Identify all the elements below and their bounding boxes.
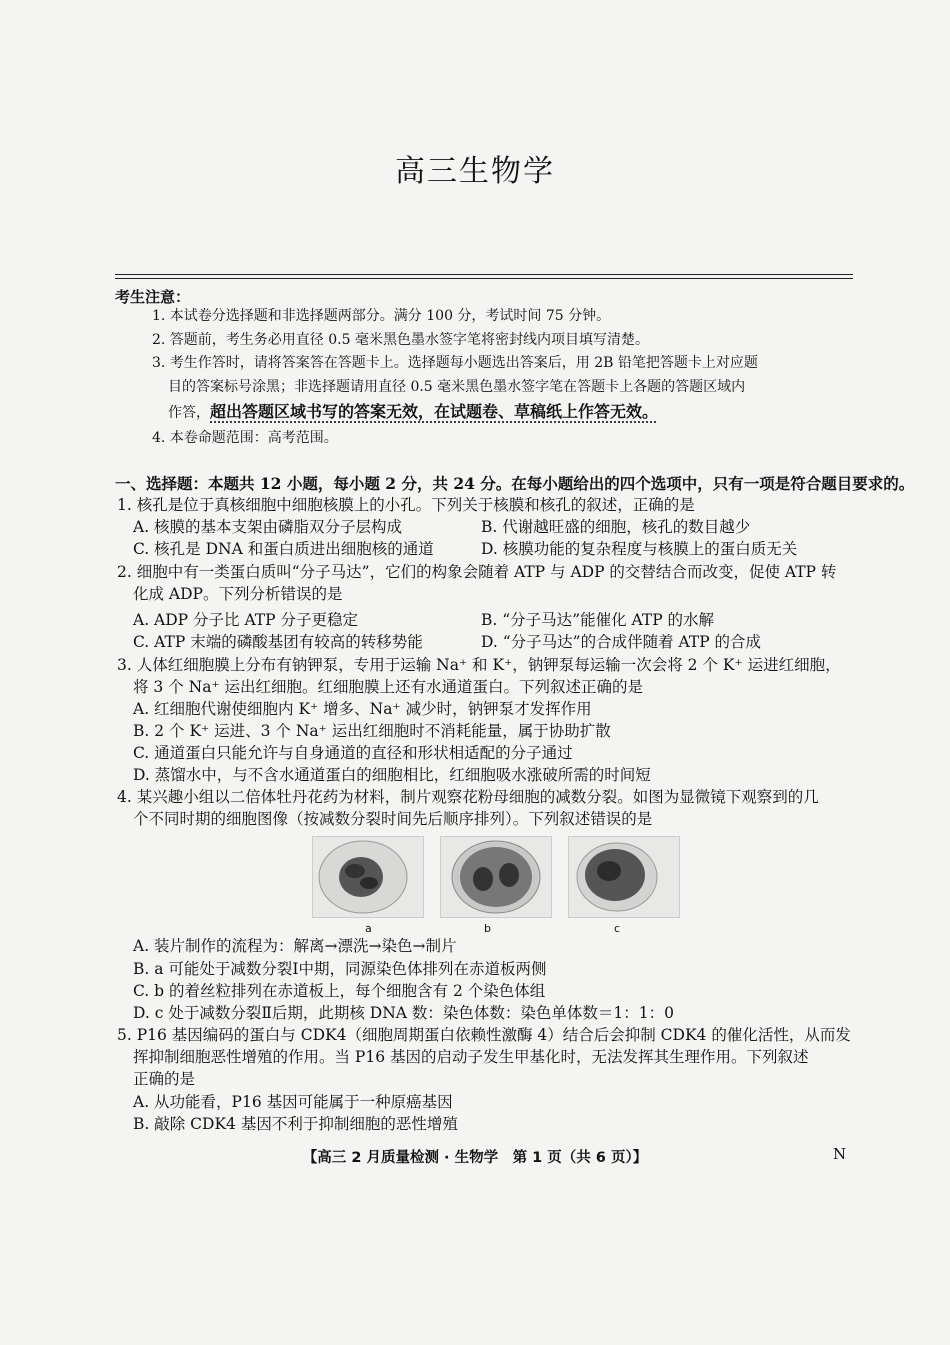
q5-stem-line1: 5. P16 基因编码的蛋白与 CDK4（细胞周期蛋白依赖性激酶 4）结合后会抑制 CDK4 的催化活性，从而发 [117, 1026, 851, 1044]
q2-stem-line2: 化成 ADP。下列分析错误的是 [133, 585, 343, 603]
header-rule-bottom [115, 278, 853, 279]
q1-option-b: B. 代谢越旺盛的细胞，核孔的数目越少 [481, 518, 751, 536]
q2-stem-line1: 2. 细胞中有一类蛋白质叫“分子马达”，它们的构象会随着 ATP 与 ADP 的交替结合而改变，促使 ATP 转 [117, 563, 837, 581]
micrograph-b-caption: b [484, 922, 491, 935]
micrograph-c-drawing [569, 837, 679, 917]
q3-option-c: C. 通道蛋白只能允许与自身通道的直径和形状相适配的分子通过 [133, 744, 573, 762]
page-code: N [833, 1145, 847, 1163]
q5-option-a: A. 从功能看，P16 基因可能属于一种原癌基因 [133, 1093, 453, 1111]
q1-option-d: D. 核膜功能的复杂程度与核膜上的蛋白质无关 [481, 540, 798, 558]
micrograph-a-drawing [313, 837, 423, 917]
notice-item-3-prefix: 作答， [168, 405, 210, 421]
q3-option-d: D. 蒸馏水中，与不含水通道蛋白的细胞相比，红细胞吸水涨破所需的时间短 [133, 766, 651, 784]
q2-option-b: B. “分子马达”能催化 ATP 的水解 [481, 611, 715, 629]
notice-item-3: 3. 考生作答时，请将答案答在答题卡上。选择题每小题选出答案后，用 2B 铅笔把答题卡上对应题 [152, 355, 758, 371]
q4-option-a: A. 装片制作的流程为：解离→漂洗→染色→制片 [133, 937, 457, 955]
q5-stem-line3: 正确的是 [133, 1070, 196, 1088]
micrograph-b-drawing [441, 837, 551, 917]
micrograph-c-caption: c [614, 922, 621, 935]
q3-option-b: B. 2 个 K⁺ 运进、3 个 Na⁺ 运出红细胞时不消耗能量，属于协助扩散 [133, 722, 611, 740]
q1-option-c: C. 核孔是 DNA 和蛋白质进出细胞核的通道 [133, 540, 434, 558]
q1-stem: 1. 核孔是位于真核细胞中细胞核膜上的小孔。下列关于核膜和核孔的叙述，正确的是 [117, 496, 695, 514]
q1-option-a: A. 核膜的基本支架由磷脂双分子层构成 [133, 518, 403, 536]
q3-stem-line2: 将 3 个 Na⁺ 运出红细胞。红细胞膜上还有水通道蛋白。下列叙述正确的是 [133, 678, 644, 696]
micrograph-a-caption: a [365, 922, 372, 935]
q4-stem-line2: 个不同时期的细胞图像（按减数分裂时间先后顺序排列）。下列叙述错误的是 [133, 810, 653, 828]
section-heading: 一、选择题：本题共 12 小题，每小题 2 分，共 24 分。在每小题给出的四个选项中，只有一项是符合题目要求的。 [115, 474, 915, 493]
q3-option-a: A. 红细胞代谢使细胞内 K⁺ 增多、Na⁺ 减少时，钠钾泵才发挥作用 [133, 700, 592, 718]
page-title: 高三生物学 [395, 154, 555, 189]
q4-option-c: C. b 的着丝粒排列在赤道板上，每个细胞含有 2 个染色体组 [133, 982, 546, 1000]
q4-option-b: B. a 可能处于减数分裂Ⅰ中期，同源染色体排列在赤道板两侧 [133, 960, 547, 978]
notice-item-2: 2. 答题前，考生务必用直径 0.5 毫米黑色墨水签字笔将密封线内项目填写清楚。 [152, 332, 649, 348]
q5-stem-line2: 挥抑制细胞恶性增殖的作用。当 P16 基因的启动子发生甲基化时，无法发挥其生理作用。下列叙述 [133, 1048, 809, 1066]
micrograph-b [440, 836, 552, 918]
notice-item-3-cont: 目的答案标号涂黑；非选择题请用直径 0.5 毫米黑色墨水签字笔在答题卡上各题的答题区域内 [168, 379, 746, 395]
q4-option-d: D. c 处于减数分裂Ⅱ后期，此期核 DNA 数：染色体数：染色单体数＝1：1：0 [133, 1004, 674, 1022]
q5-option-b: B. 敲除 CDK4 基因不利于抑制细胞的恶性增殖 [133, 1115, 458, 1133]
notice-item-4: 4. 本卷命题范围：高考范围。 [152, 430, 338, 446]
notice-item-3-end [168, 402, 658, 423]
micrograph-c [568, 836, 680, 918]
notice-heading: 考生注意： [115, 288, 191, 306]
q4-stem-line1: 4. 某兴趣小组以二倍体牡丹花药为材料，制片观察花粉母细胞的减数分裂。如图为显微镜下观察到的几 [117, 788, 819, 806]
header-rule-top [115, 274, 853, 275]
micrograph-a [312, 836, 424, 918]
q3-stem-line1: 3. 人体红细胞膜上分布有钠钾泵，专用于运输 Na⁺ 和 K⁺，钠钾泵每运输一次会将 2 个 K⁺ 运进红细胞， [117, 656, 841, 674]
q2-option-a: A. ADP 分子比 ATP 分子更稳定 [133, 611, 358, 629]
q2-option-c: C. ATP 末端的磷酸基团有较高的转移势能 [133, 633, 423, 651]
q2-option-d: D. “分子马达”的合成伴随着 ATP 的合成 [481, 633, 762, 651]
page-footer: 【高三 2 月质量检测 · 生物学 第 1 页（共 6 页）】 [302, 1150, 648, 1166]
notice-item-1: 1. 本试卷分选择题和非选择题两部分。满分 100 分，考试时间 75 分钟。 [152, 308, 611, 324]
notice-emphasis: 超出答题区域书写的答案无效，在试题卷、草稿纸上作答无效。 [210, 402, 659, 421]
